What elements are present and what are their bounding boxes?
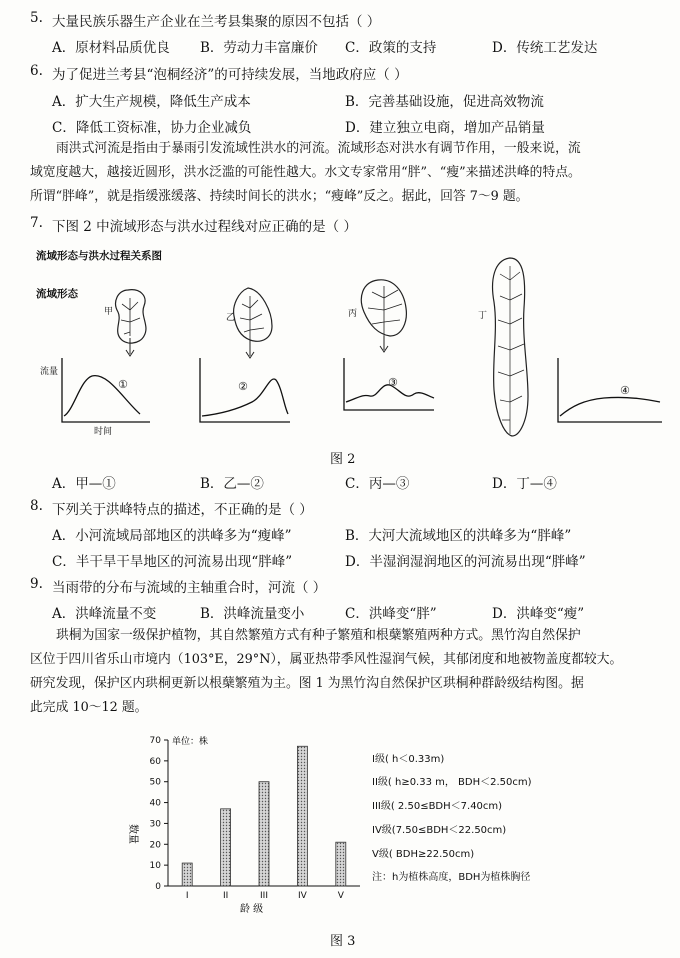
q6-stem: 为了促进兰考县“泡桐经济”的可持续发展，当地政府应（ ）: [52, 67, 408, 83]
curve-2-label: ②: [238, 380, 248, 393]
x-tick-label: III: [260, 891, 268, 901]
flood-intro-line-1: 雨洪式河流是指由于暴雨引发流域性洪水的河流。流域形态对洪水有调节作用，一般来说，流: [56, 141, 581, 156]
flood-intro-line-3: 所谓“胖峰”，就是指缓涨缓落、持续时间长的洪水；“瘦峰”反之。据此，回答 7～9 题。: [30, 189, 529, 204]
q6-number: 6.: [30, 63, 43, 79]
legend-level-1: I级( h＜0.33m): [372, 754, 445, 765]
y-tick-label: 40: [149, 798, 161, 809]
q6-option-d: D．建立独立电商，增加产品销量: [345, 120, 545, 136]
figure3-caption: 图 3: [330, 934, 356, 949]
figure2-title: 流域形态与洪水过程关系图: [36, 250, 162, 262]
tree-intro-line-2: 区位于四川省乐山市境内（103°E，29°N），属亚热带季风性湿润气候，其郁闭度和地被物盖度都较大。: [30, 652, 623, 667]
hydrograph-x-label: 时间: [94, 427, 113, 437]
y-tick-label: 70: [149, 736, 161, 746]
q7-option-b: B．乙—②: [200, 476, 264, 492]
curve-4-label: ④: [620, 384, 630, 397]
curve-1-label: ①: [118, 378, 128, 391]
legend-level-2: II级( h≥0.33 m， BDH＜2.50cm): [372, 777, 532, 788]
q8-option-a: A．小河流域局部地区的洪峰多为“瘦峰”: [52, 528, 292, 544]
q5-option-b: B．劳动力丰富廉价: [200, 40, 318, 56]
q9-number: 9.: [30, 576, 43, 592]
q8-stem: 下列关于洪峰特点的描述，不正确的是（ ）: [52, 502, 313, 518]
tree-intro-line-1: 珙桐为国家一级保护植物，其自然繁殖方式有种子繁殖和根蘖繁殖两种方式。黑竹沟自然保护: [56, 628, 581, 643]
figure2-shape-label: 流域形态: [36, 288, 78, 300]
x-tick-label: V: [337, 891, 344, 901]
q5-option-c: C．政策的支持: [345, 40, 437, 56]
legend-level-5: V级( BDH≥22.50cm): [372, 849, 475, 860]
bar-I: [182, 863, 192, 886]
q7-number: 7.: [30, 215, 43, 231]
bar-II: [221, 809, 231, 886]
chart-y-axis-label: 数量: [127, 824, 138, 844]
legend-level-3: III级( 2.50≤BDH＜7.40cm): [372, 801, 503, 812]
bar-IV: [297, 746, 307, 886]
y-tick-label: 30: [149, 819, 161, 830]
figure2-diagram: [0, 250, 680, 450]
q6-option-b: B．完善基础设施，促进高效物流: [345, 94, 544, 110]
q8-number: 8.: [30, 498, 43, 514]
basin-bing-label: 丙: [348, 309, 358, 319]
y-tick-label: 50: [149, 777, 161, 788]
q8-option-c: C．半干旱干旱地区的河流易出现“胖峰”: [52, 554, 293, 570]
q5-number: 5.: [30, 10, 43, 26]
q9-option-a: A．洪峰流量不变: [52, 606, 157, 622]
q7-option-d: D．丁—④: [492, 476, 557, 492]
tree-intro-line-3: 研究发现，保护区内珙桐更新以根蘖繁殖为主。图 1 为黑竹沟自然保护区珙桐种群龄级结构图。据: [30, 676, 584, 691]
x-tick-label: I: [185, 891, 189, 901]
q9-option-c: C．洪峰变“胖”: [345, 606, 437, 622]
q9-stem: 当雨带的分布与流域的主轴重合时，河流（ ）: [52, 580, 327, 596]
basin-ding-label: 丁: [478, 311, 488, 321]
bar-V: [336, 842, 346, 886]
flood-intro-line-2: 域宽度越大，越接近圆形，洪水泛滥的可能性越大。水文专家常用“胖”、“瘦”来描述洪峰的特点。: [30, 165, 581, 180]
y-tick-label: 20: [149, 840, 161, 851]
q5-stem: 大量民族乐器生产企业在兰考县集聚的原因不包括（ ）: [52, 14, 381, 30]
chart-note: 注：h为植株高度，BDH为植株胸径: [372, 872, 531, 883]
chart-unit-label: 单位：株: [172, 737, 209, 747]
basin-jia-label: 甲: [104, 307, 114, 317]
bar-III: [259, 782, 269, 886]
q7-option-c: C．丙—③: [345, 476, 410, 492]
q7-option-a: A．甲—①: [52, 476, 116, 492]
curve-3-label: ③: [388, 376, 398, 389]
figure2-caption: 图 2: [330, 452, 356, 467]
q6-option-c: C．降低工资标准，协力企业减负: [52, 120, 252, 136]
x-tick-label: IV: [297, 891, 307, 901]
q7-stem: 下图 2 中流域形态与洪水过程线对应正确的是（ ）: [52, 219, 357, 235]
q5-option-d: D．传统工艺发达: [492, 40, 598, 56]
figure3-bar-chart: [120, 728, 380, 918]
q9-option-d: D．洪峰变“瘦”: [492, 606, 585, 622]
q8-option-d: D．半湿润湿润地区的河流易出现“胖峰”: [345, 554, 586, 570]
y-tick-label: 0: [155, 882, 161, 892]
hydrograph-y-label: 流量: [40, 367, 59, 377]
chart-x-axis-label: 龄 级: [240, 904, 264, 915]
q6-option-a: A．扩大生产规模，降低生产成本: [52, 94, 251, 110]
y-tick-label: 10: [149, 861, 161, 872]
q9-option-b: B．洪峰流量变小: [200, 606, 305, 622]
y-tick-label: 60: [149, 756, 161, 767]
legend-level-4: IV级(7.50≤BDH＜22.50cm): [372, 825, 507, 836]
q8-option-b: B．大河大流域地区的洪峰多为“胖峰”: [345, 528, 572, 544]
basin-yi-label: 乙: [226, 313, 236, 323]
tree-intro-line-4: 此完成 10～12 题。: [30, 700, 148, 715]
q5-option-a: A．原材料品质优良: [52, 40, 170, 56]
x-tick-label: II: [222, 891, 229, 901]
